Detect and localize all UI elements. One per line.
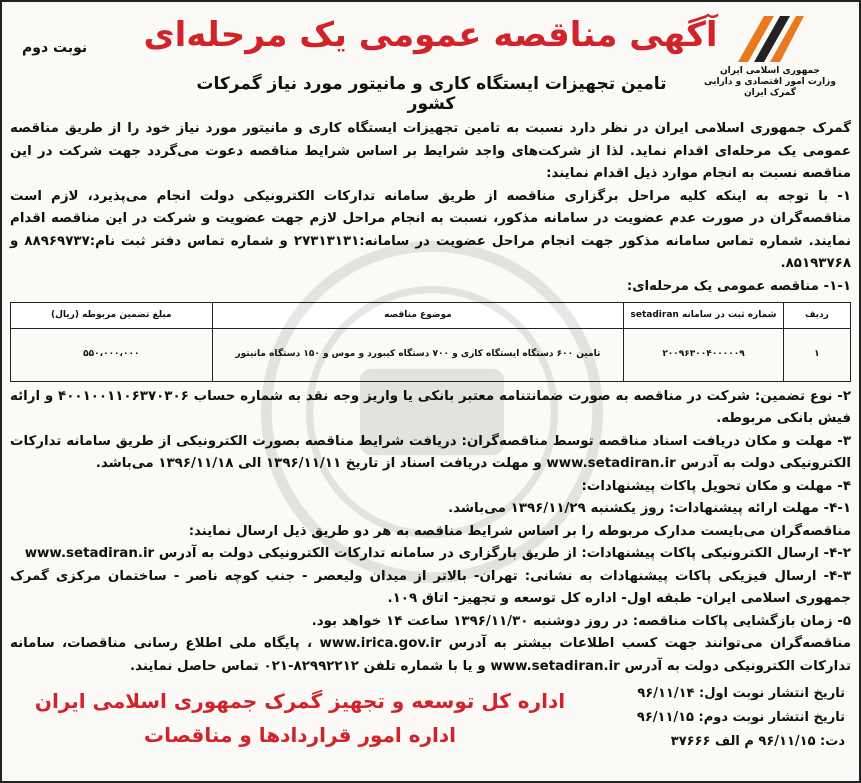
item-1-1: ۱-۱- مناقصه عمومی یک مرحله‌ای:	[626, 278, 851, 294]
col-header-row-number: ردیف	[783, 303, 850, 329]
item-3: ۳- مهلت و مکان دریافت اسناد مناقصه توسط مناقصه‌گران: دریافت شرایط مناقصه بصورت الکترونیکی از طریق سامانه تدارکات الکترونیکی دولت به آدرس www.setadiran.ir و مهلت دریافت اسناد از تاریخ ۱۳۹۶/۱۱/۱۱ الی ۱۳۹۶/۱۱/۱۸ می‌باشد.	[10, 433, 851, 471]
item-5: ۵- زمان بازگشایی پاکات مناقصه: در روز دوشنبه ۱۳۹۶/۱۱/۳۰ ساعت ۱۴ خواهد بود.	[311, 613, 851, 629]
item-1: ۱- با توجه به اینکه کلیه مراحل برگزاری مناقصه از طریق سامانه تدارکات الکترونیکی دولت انجام می‌پذیرد، لازم است مناقصه‌گران در صورت عدم عضویت در سامانه مذکور، نسبت به انجام مراحل لازم جهت عضویت و شرکت در این مناقصه اقدام نمایند. شماره تماس سامانه مذکور جهت انجام مراحل عضویت در سامانه:۲۷۳۱۳۱۳۱ و شماره تماس دفتر ثبت نام:۸۸۹۶۹۷۳۷ و ۸۵۱۹۳۷۶۸.	[10, 188, 851, 271]
col-header-registration: شماره ثبت در سامانه setadiran	[624, 303, 784, 329]
reference-code: دت: ۹۶/۱۱/۱۵ م الف ۳۷۶۶۶	[670, 734, 845, 749]
notice-title: آگهی مناقصه عمومی یک مرحله‌ای	[143, 15, 718, 55]
table-header-row	[11, 303, 851, 329]
logo-line-1: جمهوری اسلامی ایران	[719, 66, 821, 76]
cell-subject: تامین ۶۰۰ دستگاه ایستگاه کاری و ۷۰۰ دستگاه کیبورد و موس و ۱۵۰ دستگاه مانیتور	[212, 328, 624, 381]
closing-paragraph: مناقصه‌گران می‌توانند جهت کسب اطلاعات بیشتر به آدرس www.irica.gov.ir ، پایگاه ملی اطلاع رسانی مناقصات، سامانه تدارکات الکترونیکی دولت به آدرس www.setadiran.ir و یا با شماره تلفن ۸۲۹۹۲۲۱۲-۰۲۱ تماس حاصل نمایند.	[10, 636, 851, 674]
notice-subtitle: تامین تجهیزات ایستگاه کاری و مانیتور مورد نیاز گمرکات کشور	[196, 74, 667, 114]
item-4-2: ۴-۲- ارسال الکترونیکی پاکات پیشنهادات: از طریق بارگزاری در سامانه تدارکات الکترونیکی دولت به آدرس www.setadiran.ir	[24, 546, 851, 561]
item-4: ۴- مهلت و مکان تحویل پاکات پیشنهادات:	[581, 478, 851, 494]
publication-dates	[615, 682, 845, 754]
table-row	[11, 328, 851, 381]
notice-footer	[10, 678, 851, 760]
logo-line-2: وزارت امور اقتصادی و دارایی	[704, 77, 836, 87]
publication-round: نوبت دوم	[22, 40, 88, 56]
department-line-1: اداره کل توسعه و تجهیز گمرک جمهوری اسلامی ایران	[34, 689, 566, 713]
tender-table	[10, 302, 851, 382]
intro-paragraph: گمرک جمهوری اسلامی ایران در نظر دارد نسبت به تامین تجهیزات ایستگاه کاری و مانیتور مورد نیاز خود را از طریق مناقصه عمومی یک مرحله‌ای اقدام نماید. لذا از شرکت‌های واجد شرایط بر اساس شرایط مناقصه دعوت می‌گردد جهت شرکت در این مناقصه نسبت به انجام موارد ذیل اقدام نمایند:	[10, 121, 851, 181]
item-4-1: ۴-۱- مهلت ارائه پیشنهادات: روز یکشنبه ۱۳۹۶/۱۱/۲۹ می‌باشد.	[448, 501, 851, 516]
date-first-round: تاریخ انتشار نوبت اول: ۹۶/۱۱/۱۴	[637, 686, 845, 701]
item-2: ۲- نوع تضمین: شرکت در مناقصه به صورت ضمانتنامه معتبر بانکی یا واریز وجه نقد به شماره حساب ۴۰۰۱۰۰۱۱۰۶۳۷۰۳۰۶ و ارائه فیش بانکی مربوطه.	[10, 388, 851, 426]
department-line-2: اداره امور قراردادها و مناقصات	[143, 723, 456, 747]
date-second-round: تاریخ انتشار نوبت دوم: ۹۶/۱۱/۱۵	[636, 710, 845, 725]
cell-row-number: ۱	[783, 328, 850, 381]
issuing-department	[20, 684, 580, 752]
col-header-subject: موضوع مناقصه	[212, 303, 624, 329]
notice-body	[10, 118, 851, 678]
cell-registration: ۲۰۰۹۶۳۰۰۴۰۰۰۰۰۹	[624, 328, 784, 381]
item-4-note: مناقصه‌گران می‌بایست مدارک مربوطه را بر اساس شرایط مناقصه به هر دو طریق ذیل ارسال نمایند:	[188, 523, 851, 539]
cell-guarantee: ۵۵۰،۰۰۰،۰۰۰	[11, 328, 213, 381]
col-header-guarantee: مبلغ تضمین مربوطه (ریال)	[11, 303, 213, 329]
logo-line-3: گمرک ایران	[743, 88, 797, 98]
item-4-3: ۴-۳- ارسال فیزیکی پاکات پیشنهادات به نشانی: تهران- بالاتر از میدان ولیعصر - جنب کوچه ناصر - ساختمان مرکزی گمرک جمهوری اسلامی ایران- طبقه اول- اداره کل توسعه و تجهیز- اتاق ۱۰۹.	[10, 568, 851, 606]
notice-header	[10, 6, 851, 118]
